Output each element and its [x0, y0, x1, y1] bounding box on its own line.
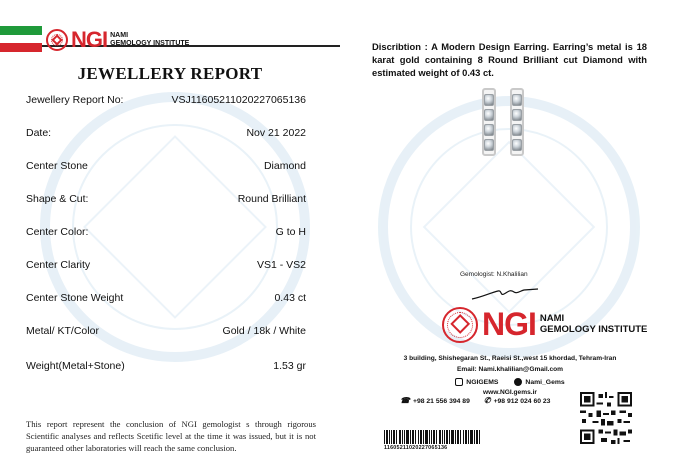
email-text: Email: Nami.khalilian@Gmail.com	[456, 366, 564, 373]
ngi-logo	[46, 27, 189, 53]
brand-mark: NGI	[482, 306, 536, 342]
brand-mark: NGI	[71, 27, 108, 52]
field-center-stone-weight: Center Stone Weight 0.43 ct	[26, 292, 306, 304]
earring-left	[482, 88, 496, 156]
instagram-icon	[455, 378, 463, 386]
instagram-link[interactable]: NGIGEMS	[455, 378, 498, 386]
phone-numbers	[400, 397, 550, 405]
telegram-link[interactable]: Nami_Gems	[514, 378, 564, 386]
whatsapp-icon: ✆	[483, 396, 491, 405]
field-total-weight: Weight(Metal+Stone) 1.53 gr	[26, 360, 306, 372]
field-report-no: Jewellery Report No: VSJ11605211020227065136	[26, 94, 306, 106]
barcode-icon	[384, 430, 480, 444]
brand-name: NAMI GEMOLOGY INSTITUTE	[539, 313, 648, 335]
gemologist-name: Gemologist: N.Khalilian	[460, 271, 528, 278]
telegram-icon	[514, 378, 522, 386]
iran-flag-icon	[0, 26, 42, 52]
report-title: JEWELLERY REPORT	[77, 64, 263, 83]
field-center-clarity: Center Clarity VS1 - VS2	[26, 259, 306, 271]
report-right-panel	[340, 0, 680, 476]
mobile-phone: ✆ +98 912 024 60 23	[483, 396, 551, 405]
ngi-seal-icon	[442, 307, 478, 343]
field-center-stone: Center Stone Diamond	[26, 160, 306, 172]
field-center-color: Center Color: G to H	[26, 226, 306, 238]
earring-photo	[482, 88, 524, 156]
phone-icon: ☎	[400, 396, 410, 405]
address-text: 3 building, Shishegaran St., Raeisi St.,west 15 khordad, Tehram-Iran	[403, 355, 617, 362]
ngi-seal-icon	[46, 29, 68, 51]
barcode-number: 11605211020227065136	[384, 445, 448, 451]
field-metal: Metal/ KT/Color Gold / 18k / White	[26, 325, 306, 337]
brand-name: NAMI GEMOLOGY INSTITUTE	[110, 32, 190, 47]
social-links	[340, 378, 680, 386]
website-link[interactable]: www.NGI.gems.ir	[483, 389, 537, 396]
ngi-logo	[442, 306, 647, 343]
field-date: Date: Nov 21 2022	[26, 127, 306, 139]
disclaimer-text: This report represent the conclusion of NGI gemologist s through rigorous Scientific analyses and reflects Scetific level at the time it was issued, but it is not guaranteed other laboratories will reach the same conclusion.	[26, 419, 316, 453]
earring-right	[510, 88, 524, 156]
landline-phone: ☎ +98 21 556 394 89	[400, 396, 470, 405]
item-description: Discribtion : A Modern Design Earring. Earring’s metal is 18 karat gold containing 8 Round Brilliant cut Diamond with estimated weight of 0.43 ct.	[372, 41, 647, 78]
signature-icon	[470, 283, 540, 303]
field-shape-cut: Shape & Cut: Round Brilliant	[26, 193, 306, 205]
qr-code-icon	[580, 392, 632, 444]
